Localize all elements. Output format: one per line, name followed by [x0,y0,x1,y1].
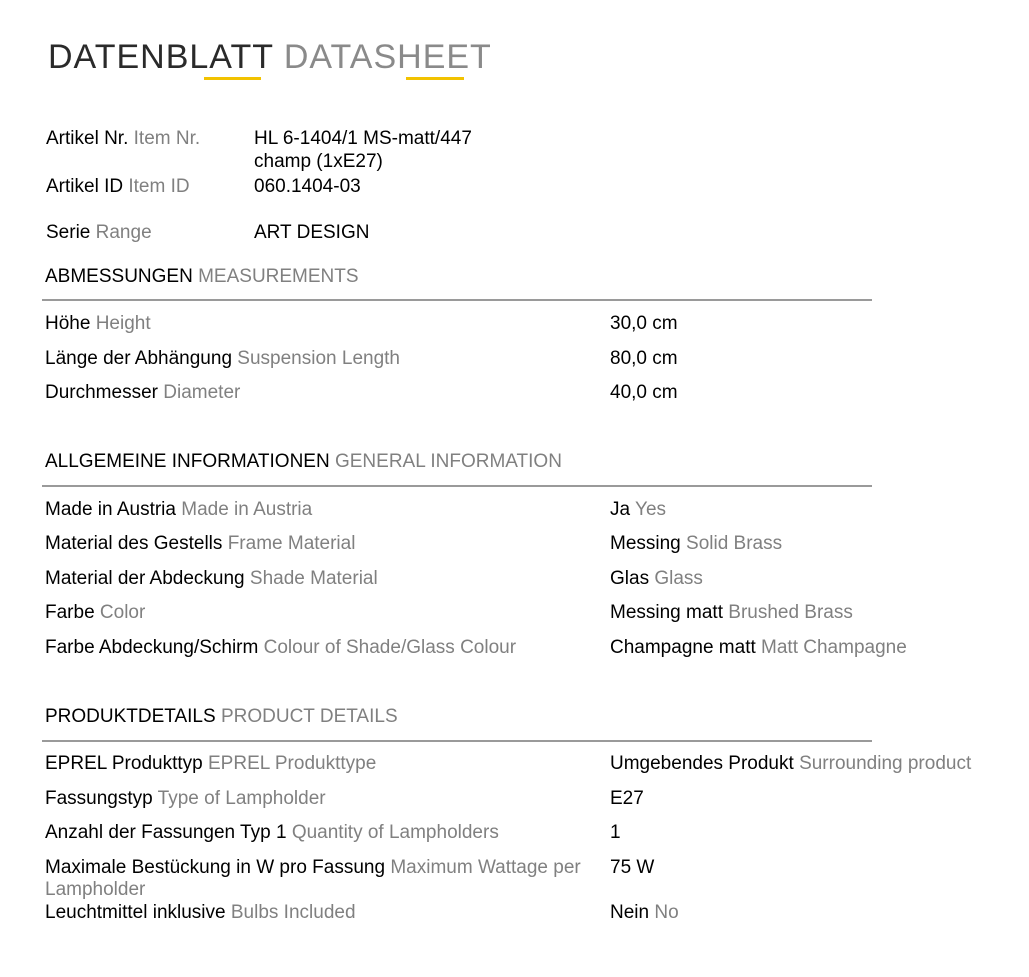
title-underline-en [406,77,464,80]
row-value: 80,0 cm [610,348,678,369]
row-value: Champagne matt Matt Champagne [610,637,907,658]
section-divider [42,740,872,742]
row-label: Maximale Bestückung in W pro Fassung Maximum Wattage per Lampholder [45,857,581,900]
row-label: Länge der Abhängung Suspension Length [45,348,400,369]
row-label: Material der Abdeckung Shade Material [45,568,378,589]
section-divider [42,485,872,487]
row-value: 40,0 cm [610,382,678,403]
row-label: Material des Gestells Frame Material [45,533,356,554]
page-title [48,38,492,77]
section-divider [42,299,872,301]
range-value: ART DESIGN [254,222,370,243]
article-nr-label: Artikel Nr. Item Nr. [46,128,201,149]
row-value: Ja Yes [610,499,667,520]
row-label: Made in Austria Made in Austria [45,499,313,520]
article-nr-value-1: HL 6-1404/1 MS-matt/447 [254,128,472,149]
title-underline-de [204,77,261,80]
page-title-en: DATASHEET [283,38,492,76]
row-label: EPREL Produkttyp EPREL Produkttype [45,753,377,774]
article-nr-value-2: champ (1xE27) [254,151,383,172]
row-value: Glas Glass [610,568,703,589]
row-value: Messing Solid Brass [610,533,783,554]
page-title-de: DATENBLATT [48,38,274,76]
row-label: Höhe Height [45,313,151,334]
row-value: Umgebendes Produkt Surrounding product [610,753,972,774]
row-value: 75 W [610,857,655,878]
row-value: Messing matt Brushed Brass [610,602,853,623]
section-title-general: ALLGEMEINE INFORMATIONEN GENERAL INFORMATION [45,451,562,472]
row-label: Farbe Color [45,602,146,623]
row-label: Fassungstyp Type of Lampholder [45,788,326,809]
section-title-product: PRODUKTDETAILS PRODUCT DETAILS [45,706,398,727]
article-id-value: 060.1404-03 [254,176,361,197]
row-value: Nein No [610,902,679,923]
row-value: 30,0 cm [610,313,678,334]
row-value: 1 [610,822,621,843]
article-id-label: Artikel ID Item ID [46,176,190,197]
row-value: E27 [610,788,644,809]
row-label: Leuchtmittel inklusive Bulbs Included [45,902,356,923]
row-label: Anzahl der Fassungen Typ 1 Quantity of Lampholders [45,822,499,843]
row-label: Farbe Abdeckung/Schirm Colour of Shade/Glass Colour [45,637,517,658]
section-title-measurements: ABMESSUNGEN MEASUREMENTS [45,266,359,287]
range-label: Serie Range [46,222,152,243]
row-label: Durchmesser Diameter [45,382,241,403]
